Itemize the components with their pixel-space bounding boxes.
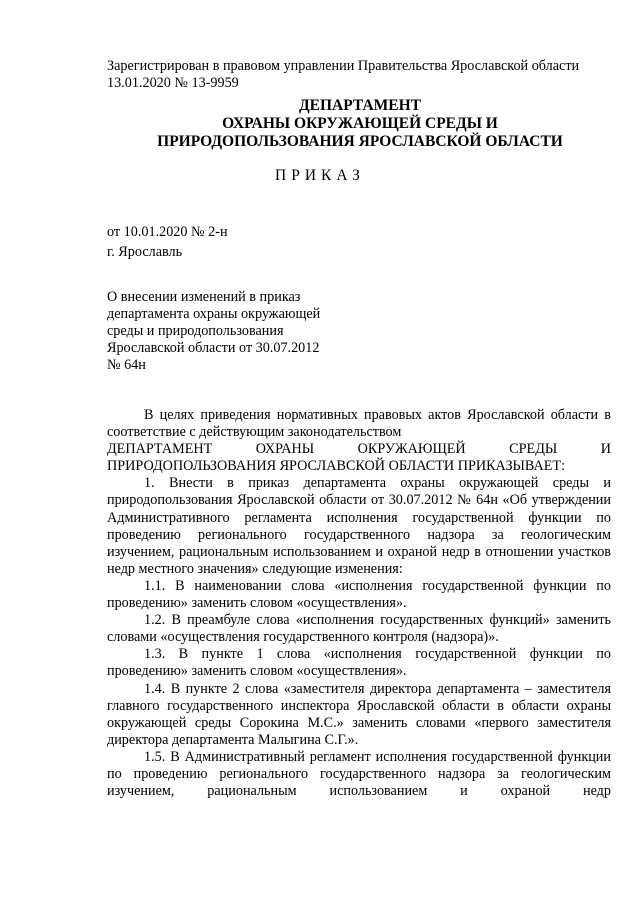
subject-line: О внесении изменений в приказ <box>107 289 301 305</box>
registration-line: Зарегистрирован в правовом управлении Правительства Ярославской области <box>107 58 580 74</box>
registration-note <box>107 58 607 92</box>
department-line: ОХРАНЫ ОКРУЖАЮЩЕЙ СРЕДЫ И <box>222 115 498 132</box>
department-header <box>100 97 620 151</box>
department-line: ДЕПАРТАМЕНТ <box>298 97 422 114</box>
item-1-4-paragraph: 1.4. В пункте 2 слова «заместителя директора департамента – заместителя главного государственного инспектора Ярославской области в области охраны окружающей среды Сорокина М.С.» заменить словами «первого заместителя директора департамента Малыгина С.Г.». <box>107 680 611 748</box>
item-1-paragraph: 1. Внести в приказ департамента охраны окружающей среды и природопользования Ярославской области от 30.07.2012 № 64н «Об утверждении Административного регламента исполнения государственной функции по проведению регионального государственного надзора за геологическим изучением, рациональным использованием и охраной недр в отношении участков недр местного значения» следующие изменения: <box>107 475 611 577</box>
registration-number: 13.01.2020 № 13-9959 <box>107 75 239 91</box>
order-body <box>107 407 611 800</box>
item-1-5-paragraph: 1.5. В Административный регламент исполнения государственной функции по проведению регионального государственного надзора за геологическим изучением, рациональным использованием и охраной недр <box>107 748 611 800</box>
order-date-number: от 10.01.2020 № 2-н <box>107 224 228 240</box>
order-subject <box>107 289 347 374</box>
subject-line: среды и природопользования <box>107 323 284 339</box>
city: г. Ярославль <box>107 244 183 260</box>
subject-line: департамента охраны окружающей <box>107 306 321 322</box>
subject-line: № 64н <box>107 357 146 373</box>
date-block <box>107 222 228 262</box>
preamble-paragraph: В целях приведения нормативных правовых актов Ярославской области в соответствие с действующим законодательством <box>107 407 611 441</box>
item-1-1-paragraph: 1.1. В наименовании слова «исполнения государственной функции по проведению» заменить словом «осуществления». <box>107 577 611 612</box>
orders-paragraph: ДЕПАРТАМЕНТ ОХРАНЫ ОКРУЖАЮЩЕЙ СРЕДЫ И ПРИРОДОПОЛЬЗОВАНИЯ ЯРОСЛАВСКОЙ ОБЛАСТИ ПРИКАЗЫВАЕТ: <box>107 441 611 475</box>
item-1-3-paragraph: 1.3. В пункте 1 слова «исполнения государственной функции по проведению» заменить словом «осуществления». <box>107 646 611 680</box>
subject-line: Ярославской области от 30.07.2012 <box>107 340 320 356</box>
item-1-2-paragraph: 1.2. В преамбуле слова «исполнения государственных функций» заменить словами «осуществления государственного контроля (надзора)». <box>107 612 611 646</box>
department-line: ПРИРОДОПОЛЬЗОВАНИЯ ЯРОСЛАВСКОЙ ОБЛАСТИ <box>157 133 563 150</box>
document-title: ПРИКАЗ <box>275 167 365 184</box>
